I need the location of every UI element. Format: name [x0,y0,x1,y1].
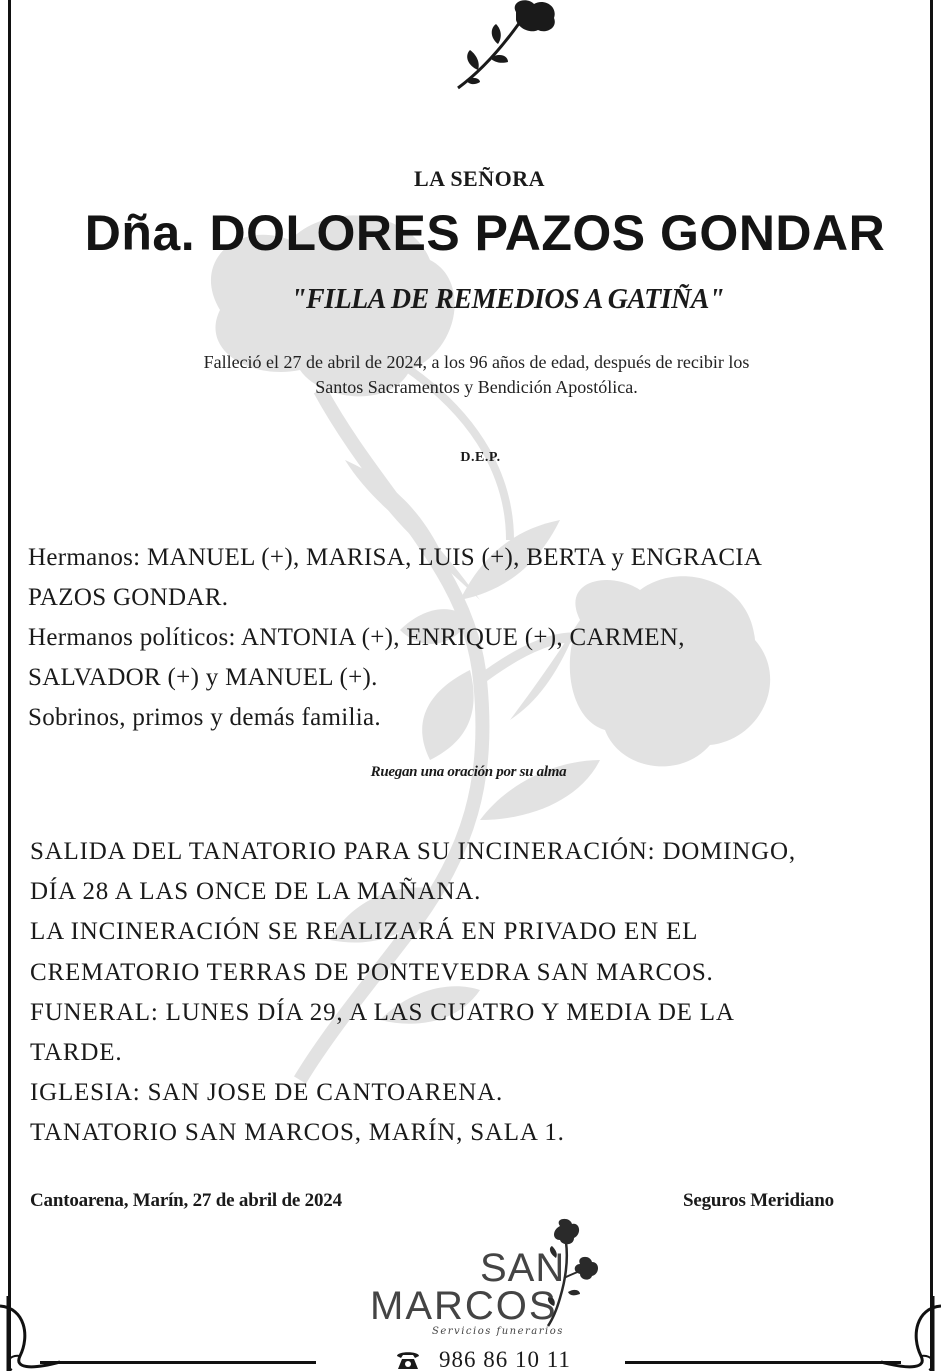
death-note-line: Falleció el 27 de abril de 2024, a los 96 años de edad, después de recibir los [203,352,750,372]
logo-tagline: Servicios funerarios [432,1326,564,1337]
service-line: IGLESIA: SAN JOSE DE CANTOARENA. [30,1079,504,1107]
logo-text-san: SAN [480,1246,566,1290]
family-line: Sobrinos, primos y demás familia. [28,704,381,731]
deceased-nickname: "FILLA DE REMEDIOS A GATIÑA" [290,284,725,315]
service-line: SALIDA DEL TANATORIO PARA SU INCINERACIÓN: DOMINGO, [30,838,796,865]
family-line: Hermanos políticos: ANTONIA (+), ENRIQUE (+), CARMEN, [28,624,685,651]
dep-label: D.E.P. [460,450,501,465]
service-line: LA INCINERACIÓN SE REALIZARÁ EN PRIVADO EN EL [30,918,699,946]
service-line: TARDE. [30,1039,123,1067]
family-line: SALVADOR (+) y MANUEL (+). [28,664,378,691]
footer-insurer: Seguros Meridiano [683,1190,834,1211]
death-note-line: Santos Sacramentos y Bendición Apostólica. [315,377,638,397]
san-marcos-logo [360,1218,610,1348]
prayer-request: Ruegan una oración por su alma [370,764,567,780]
phone-number: 986 86 10 11 [439,1347,571,1371]
family-list [28,538,898,738]
family-line: PAZOS GONDAR. [28,584,229,611]
service-line: DÍA 28 A LAS ONCE DE LA MAÑANA. [30,878,482,906]
service-line: FUNERAL: LUNES DÍA 29, A LAS CUATRO Y MEDIA DE LA [30,998,735,1026]
header-title: LA SEÑORA [413,166,546,191]
deceased-name: Dña. DOLORES PAZOS GONDAR [84,205,886,261]
service-line: TANATORIO SAN MARCOS, MARÍN, SALA 1. [30,1119,565,1147]
footer-place-date: Cantoarena, Marín, 27 de abril de 2024 [30,1190,342,1211]
telephone-icon [395,1349,421,1371]
death-note [0,350,941,400]
service-details [30,832,920,1154]
contact-phone [395,1346,571,1371]
service-line: CREMATORIO TERRAS DE PONTEVEDRA SAN MARCOS. [30,958,714,986]
logo-text-marcos: MARCOS [370,1284,558,1328]
family-line: Hermanos: MANUEL (+), MARISA, LUIS (+), BERTA y ENGRACIA [28,544,763,571]
